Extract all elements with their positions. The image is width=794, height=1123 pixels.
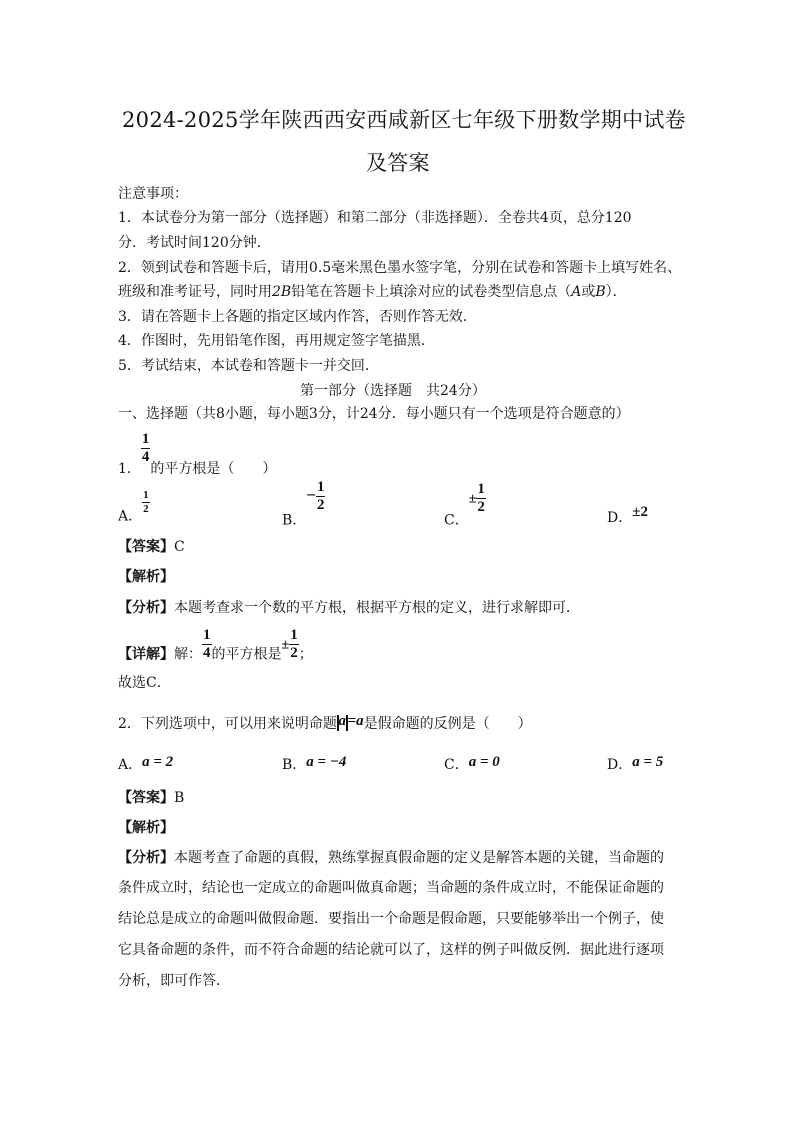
q1-analysis-label: 【解析】 — [118, 569, 174, 585]
q2-fenxi-line2: 条件成立时，结论也一定成立的命题叫做真命题；当命题的条件成立时，不能保证命题的 — [118, 880, 664, 896]
q1-conclusion: 故选C． — [118, 675, 171, 691]
page-title-line2: 及答案 — [366, 151, 430, 175]
q1-option-b: B．− $\frac{1}{2}$ — [282, 479, 325, 529]
q1-option-a: A． $\frac{1}{2}$ — [118, 489, 149, 525]
q1-xiangjie: 【详解】解： $\frac{1}{4}$ 的平方根是± $\frac{1}{2}$ ； — [118, 627, 313, 663]
section-heading: 一、选择题（共8小题，每小题3分，计24分．每小题只有一个选项是符合题意的） — [118, 406, 630, 422]
part1-heading: 第一部分（选择题 共24分） — [300, 383, 486, 399]
q2-option-c: C．a = 0 — [444, 754, 500, 773]
notice-item-1: 1．本试卷分为第一部分（选择题）和第二部分（非选择题）．全卷共4页，总分120 — [118, 210, 632, 226]
q2-fenxi-line4: 它具备命题的条件，而不符合命题的结论就可以了，这样的例子叫做反例．据此进行逐项 — [118, 942, 664, 958]
notice-item-1-cont: 分．考试时间120分钟． — [118, 235, 271, 251]
q1-option-d: D．±2 — [607, 504, 648, 526]
notice-item-2-cont: 班级和准考证号，同时用2B铅笔在答题卡上填涂对应的试卷类型信息点（A或B）． — [118, 284, 627, 300]
q2-stem: 2．下列选项中，可以用来说明命题 a =a是假命题的反例是（ ） — [118, 713, 532, 732]
q2-option-b: B．a = −4 — [282, 754, 347, 773]
notice-item-2: 2．领到试卷和答题卡后，请用0.5毫米黑色墨水签字笔，分别在试卷和答题卡上填写姓名、 — [118, 260, 682, 276]
q2-fenxi-line1: 【分析】本题考查了命题的真假，熟练掌握真假命题的定义是解答本题的关键，当命题的 — [118, 850, 664, 866]
notice-item-4: 4．作图时，先用铅笔作图，再用规定签字笔描黑． — [118, 333, 435, 349]
q1-fenxi: 【分析】本题考查求一个数的平方根，根据平方根的定义，进行求解即可． — [118, 600, 580, 616]
q2-answer: 【答案】B — [118, 790, 185, 806]
q1-stem: 1． $\frac{1}{4}$ 的平方根是（ ） — [118, 431, 277, 477]
notice-item-5: 5．考试结束，本试卷和答题卡一并交回． — [118, 358, 379, 374]
q2-option-d: D．a = 5 — [607, 754, 664, 773]
page-title: 2024-2025学年陕西西安西咸新区七年级下册数学期中试卷 — [122, 108, 686, 132]
q1-option-c: C．± $\frac{1}{2}$ — [444, 481, 485, 529]
q2-analysis-label: 【解析】 — [118, 820, 174, 836]
q2-fenxi-line3: 结论总是成立的命题叫做假命题．要指出一个命题是假命题，只要能够举出一个例子，使 — [118, 911, 664, 927]
q2-fenxi-line5: 分析，即可作答． — [118, 973, 230, 989]
q1-answer: 【答案】C — [118, 539, 185, 555]
notice-item-3: 3．请在答题卡上各题的指定区域内作答，否则作答无效． — [118, 309, 477, 325]
q2-option-a: A．a = 2 — [118, 754, 174, 773]
notice-heading: 注意事项： — [118, 186, 188, 202]
